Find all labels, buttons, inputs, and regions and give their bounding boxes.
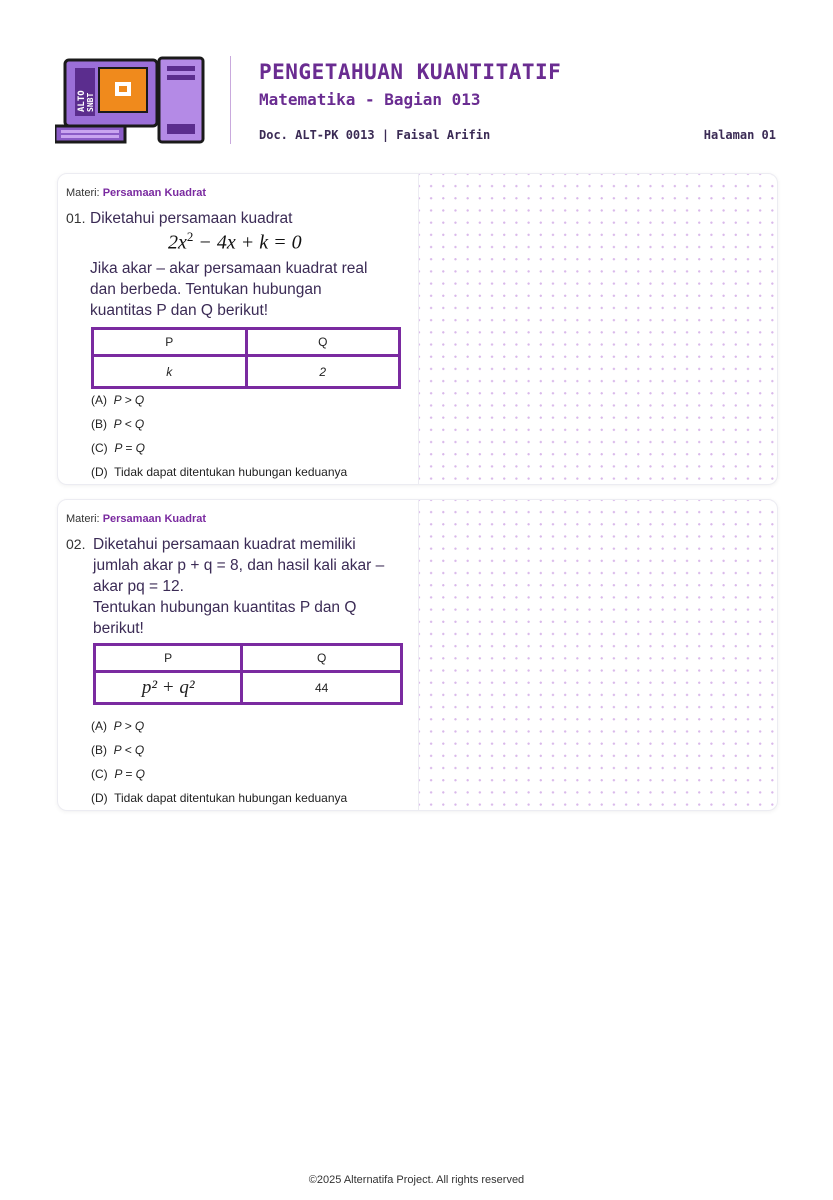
quantity-table (93, 643, 403, 705)
option-c[interactable]: (C) P = Q (91, 767, 145, 781)
table-value-p: k (93, 356, 247, 388)
question-content (58, 174, 418, 484)
question-content (58, 500, 418, 810)
question-number: 02. (66, 536, 86, 552)
table-value-q: 44 (242, 672, 402, 704)
header-divider (230, 56, 231, 144)
option-c[interactable]: (C) P = Q (91, 441, 145, 455)
footer-copyright: ©2025 Alternatifa Project. All rights reserved (308, 1174, 525, 1186)
question-number: 01. (66, 210, 86, 226)
page-subtitle: Matematika - Bagian 013 (259, 90, 481, 109)
scratch-grid (418, 174, 777, 484)
page-title: PENGETAHUAN KUANTITATIF (259, 60, 562, 84)
question-card (57, 173, 778, 485)
option-b[interactable]: (B) P < Q (91, 743, 145, 757)
table-header-p: P (95, 645, 242, 672)
logo-text: ALTO (77, 90, 87, 112)
question-intro: Diketahui persamaan kuadrat (90, 210, 293, 227)
option-d[interactable]: (D) Tidak dapat ditentukan hubungan keduanya (91, 791, 348, 805)
question-text: Diketahui persamaan kuadrat memiliki jumlah akar p + q = 8, dan hasil kali akar – akar pq = 12. Tentukan hubungan kuantitas P dan Q berikut! (93, 536, 385, 637)
alto-computer-logo (55, 56, 205, 144)
doc-info: Doc. ALT-PK 0013 | Faisal Arifin (259, 128, 491, 142)
option-d[interactable]: (D) Tidak dapat ditentukan hubungan keduanya (91, 465, 348, 479)
table-value-p: p² + q² (95, 672, 242, 704)
equation: $2x^2 - 4x + k = 0$ (168, 229, 302, 254)
topic-label: Materi: Persamaan Kuadrat (66, 187, 207, 199)
option-a[interactable]: (A) P > Q (91, 393, 145, 407)
scratch-grid (418, 500, 777, 810)
option-b[interactable]: (B) P < Q (91, 417, 145, 431)
quantity-table (91, 327, 401, 389)
table-header-q: Q (242, 645, 402, 672)
table-header-p: P (93, 329, 247, 356)
option-a[interactable]: (A) P > Q (91, 719, 145, 733)
logo-text: SNBT (86, 92, 95, 112)
page-number: Halaman 01 (703, 128, 776, 142)
table-value-q: 2 (246, 356, 400, 388)
topic-label: Materi: Persamaan Kuadrat (66, 513, 207, 525)
question-text: Jika akar – akar persamaan kuadrat real dan berbeda. Tentukan hubungan kuantitas P dan Q berikut! (90, 260, 368, 319)
table-header-q: Q (246, 329, 400, 356)
question-card (57, 499, 778, 811)
